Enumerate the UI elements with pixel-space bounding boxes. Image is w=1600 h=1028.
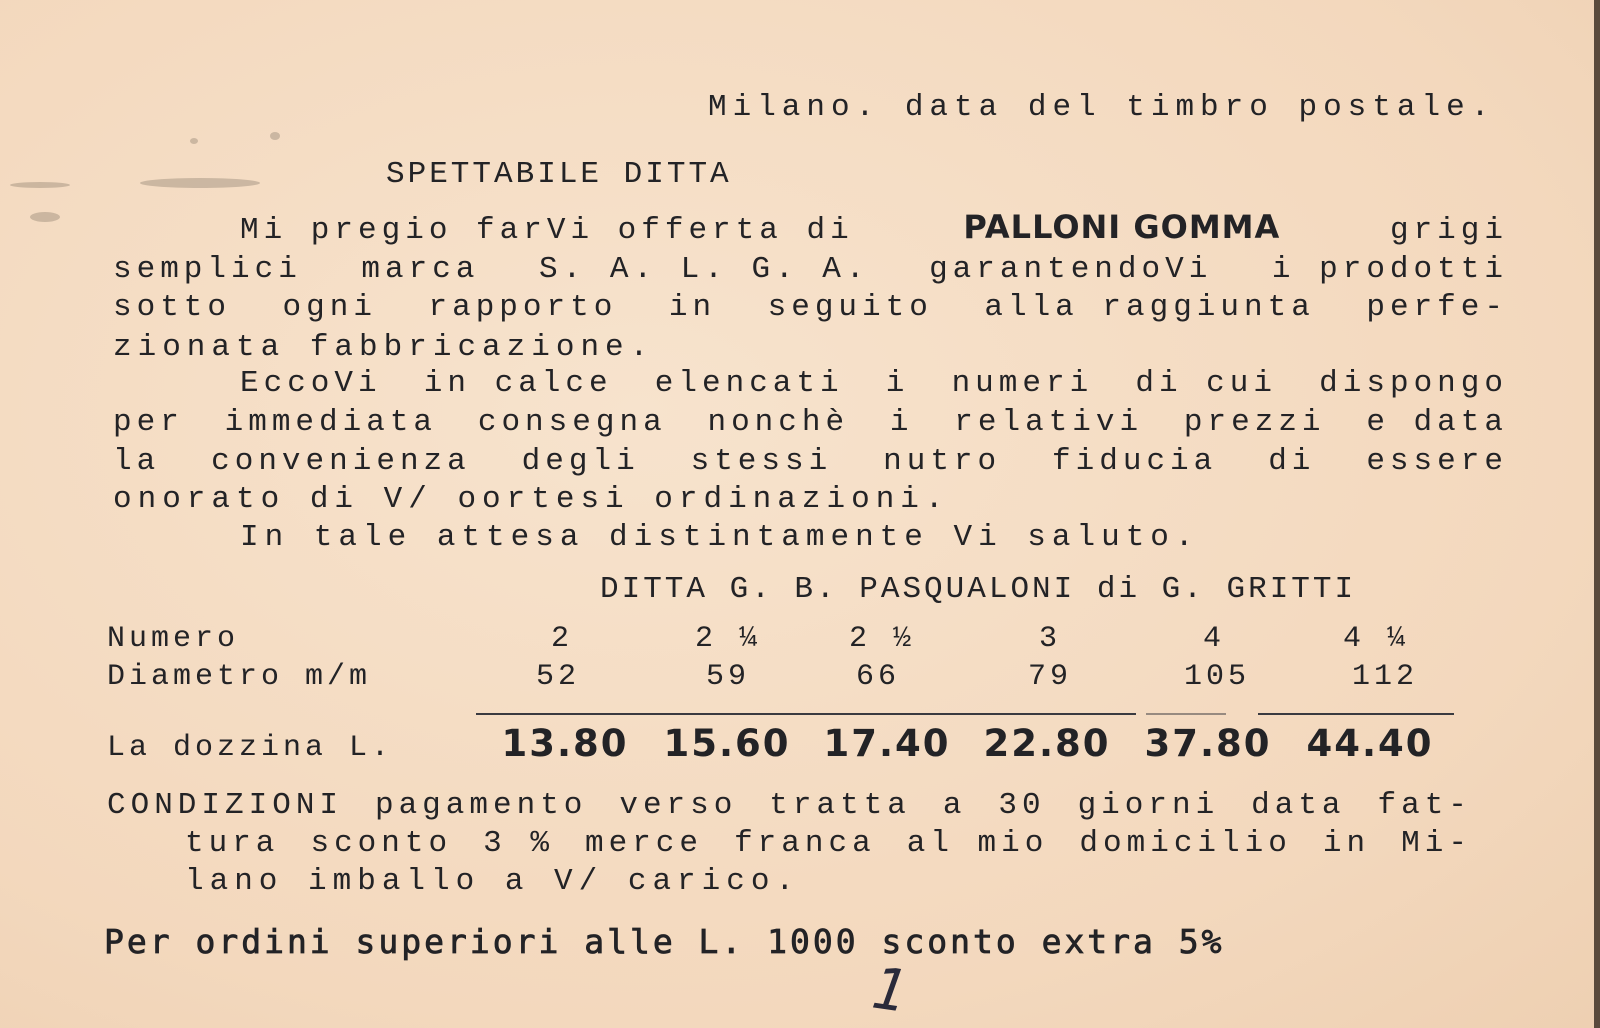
ink-speck bbox=[30, 212, 60, 222]
body-line-8: onorato di V/ oortesi ordinazioni. bbox=[113, 482, 950, 517]
salutation: SPETTABILE DITTA bbox=[386, 157, 732, 192]
price-cell: 22.80 bbox=[983, 722, 1111, 765]
body-line-1-start: Mi pregio farVi offerta di bbox=[240, 213, 854, 248]
table-rule bbox=[1258, 713, 1454, 715]
table-rule bbox=[476, 713, 1136, 715]
numero-cell: 4 bbox=[1202, 622, 1225, 656]
signature: DITTA G. B. PASQUALONI di G. GRITTI bbox=[600, 572, 1357, 607]
ink-speck bbox=[10, 182, 70, 188]
body-line-4: zionata fabbricazione. bbox=[113, 330, 655, 365]
handwritten-mark: 1 bbox=[861, 955, 919, 1026]
diametro-cell: 112 bbox=[1351, 660, 1418, 694]
body-line-3: sotto ogni rapporto in seguito alla raggiunta perfe- bbox=[113, 290, 1508, 325]
body-line-2: semplici marca S. A. L. G. A. garantendoVi i prodotti bbox=[113, 252, 1508, 287]
card-edge bbox=[1594, 0, 1600, 1028]
body-line-1-end: grigi bbox=[1389, 213, 1508, 248]
conditions-line-2: tura sconto 3 % merce franca al mio domicilio in Mi- bbox=[185, 826, 1472, 861]
ink-speck bbox=[190, 138, 198, 144]
dozzina-label: La dozzina L. bbox=[107, 731, 394, 765]
body-line-5: EccoVi in calce elencati i numeri di cui dispongo bbox=[240, 366, 1508, 401]
body-line-1 bbox=[240, 208, 1508, 248]
diametro-cell: 59 bbox=[705, 660, 750, 694]
conditions-line-3: lano imballo a V/ carico. bbox=[185, 864, 801, 899]
diametro-cell: 66 bbox=[855, 660, 900, 694]
price-cell: 13.80 bbox=[501, 722, 629, 765]
table-rule bbox=[1146, 713, 1226, 715]
diametro-cell: 52 bbox=[535, 660, 580, 694]
ink-speck bbox=[140, 178, 260, 188]
price-cell: 44.40 bbox=[1306, 722, 1434, 765]
numero-cell: 2 bbox=[550, 622, 573, 656]
ink-speck bbox=[270, 132, 280, 140]
diametro-row-label: Diametro m/m bbox=[107, 660, 372, 694]
product-name: PALLONI GOMMA bbox=[963, 208, 1281, 246]
diametro-cell: 105 bbox=[1183, 660, 1250, 694]
date-line: Milano. data del timbro postale. bbox=[708, 90, 1496, 125]
price-cell: 15.60 bbox=[663, 722, 791, 765]
numero-cell: 4 ¼ bbox=[1342, 622, 1409, 656]
conditions-line-1: CONDIZIONI pagamento verso tratta a 30 giorni data fat- bbox=[107, 788, 1472, 823]
price-cell: 17.40 bbox=[823, 722, 951, 765]
numero-cell: 2 ¼ bbox=[694, 622, 761, 656]
body-line-7: la convenienza degli stessi nutro fiducia di essere bbox=[113, 444, 1508, 479]
price-cell: 37.80 bbox=[1144, 722, 1272, 765]
diametro-cell: 79 bbox=[1027, 660, 1072, 694]
numero-cell: 3 bbox=[1038, 622, 1061, 656]
numero-cell: 2 ½ bbox=[848, 622, 915, 656]
body-line-6: per immediata consegna nonchè i relativi prezzi e data bbox=[113, 405, 1508, 440]
discount-note: Per ordini superiori alle L. 1000 sconto extra 5% bbox=[104, 922, 1225, 961]
numero-row-label: Numero bbox=[107, 622, 240, 656]
closing-line: In tale attesa distintamente Vi saluto. bbox=[240, 520, 1200, 555]
